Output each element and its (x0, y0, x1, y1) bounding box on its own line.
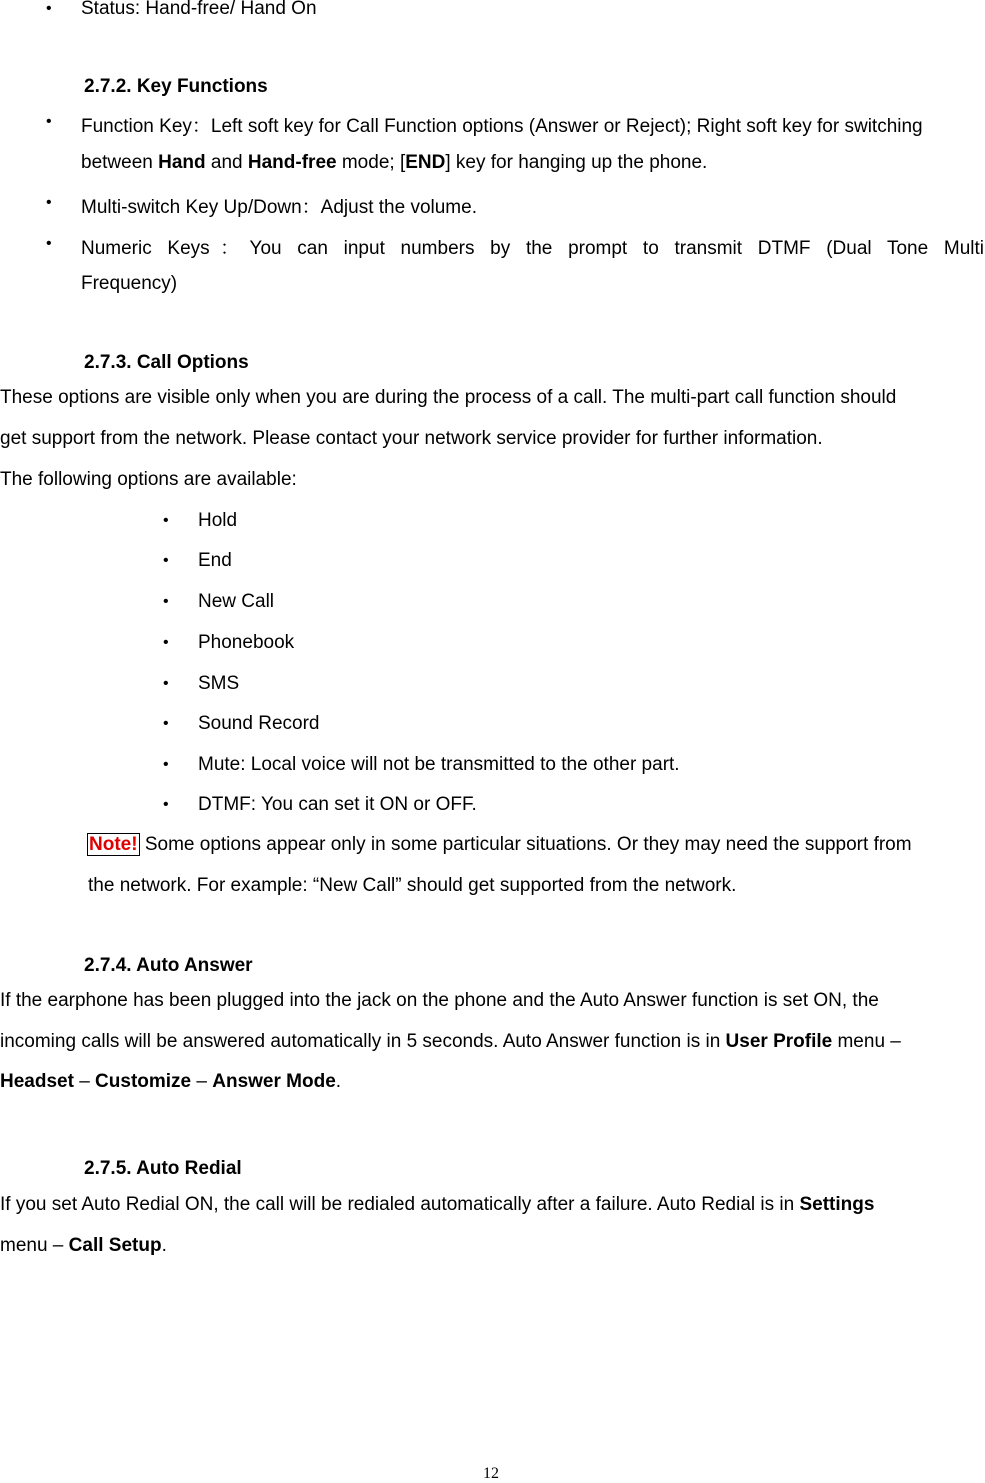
bullet-icon: • (163, 796, 169, 813)
page-number: 12 (483, 1465, 499, 1482)
option-dtmf: DTMF: You can set it ON or OFF. (198, 794, 477, 815)
heading-call-options: 2.7.3. Call Options (84, 352, 249, 373)
bullet-icon: • (163, 593, 169, 610)
auto-redial-line2: menu – Call Setup. (0, 1235, 167, 1256)
heading-auto-redial: 2.7.5. Auto Redial (84, 1158, 242, 1179)
bullet-icon: • (46, 0, 52, 17)
call-options-para-line3: The following options are available: (0, 469, 297, 490)
call-options-para-line2: get support from the network. Please contact your network service provider for further information. (0, 428, 823, 449)
note-badge: Note! (89, 834, 138, 855)
option-phonebook: Phonebook (198, 632, 295, 653)
key-function-line2: between Hand and Hand-free mode; [END] key for hanging up the phone. (81, 152, 708, 173)
bullet-icon: • (163, 634, 169, 651)
bullet-icon: • (46, 194, 52, 211)
call-options-para-line1: These options are visible only when you are during the process of a call. The multi-part call function should (0, 387, 897, 408)
status-line: Status: Hand-free/ Hand On (81, 0, 317, 19)
bullet-icon: • (46, 113, 52, 130)
option-new-call: New Call (198, 591, 275, 612)
bullet-icon: • (163, 552, 169, 569)
note-line1: Note! Some options appear only in some particular situations. Or they may need the support from (89, 834, 912, 855)
bullet-icon: • (163, 715, 169, 732)
option-hold: Hold (198, 510, 238, 531)
numeric-keys-line1: Numeric Keys：You can input numbers by the prompt to transmit DTMF (Dual Tone Multi (81, 238, 984, 259)
bullet-icon: • (163, 675, 169, 692)
key-function-line1: Function Key：Left soft key for Call Function options (Answer or Reject); Right soft key for switching (81, 116, 923, 137)
auto-answer-line1: If the earphone has been plugged into the jack on the phone and the Auto Answer function is set ON, the (0, 990, 879, 1011)
option-end: End (198, 550, 232, 571)
heading-auto-answer: 2.7.4. Auto Answer (84, 955, 253, 976)
note-line2: the network. For example: “New Call” should get supported from the network. (88, 875, 737, 896)
option-sms: SMS (198, 673, 240, 694)
option-sound-record: Sound Record (198, 713, 320, 734)
bullet-icon: • (163, 756, 169, 773)
numeric-keys-line2: Frequency) (81, 273, 178, 294)
multi-switch-line: Multi-switch Key Up/Down：Adjust the volume. (81, 197, 477, 218)
heading-key-functions: 2.7.2. Key Functions (84, 76, 268, 97)
auto-answer-line2: incoming calls will be answered automatically in 5 seconds. Auto Answer function is in User Profile menu – (0, 1031, 901, 1052)
auto-redial-line1: If you set Auto Redial ON, the call will be redialed automatically after a failure. Auto Redial is in Settings (0, 1194, 875, 1215)
auto-answer-line3: Headset – Customize – Answer Mode. (0, 1071, 342, 1092)
option-mute: Mute: Local voice will not be transmitted to the other part. (198, 754, 680, 775)
bullet-icon: • (46, 235, 52, 252)
bullet-icon: • (163, 512, 169, 529)
